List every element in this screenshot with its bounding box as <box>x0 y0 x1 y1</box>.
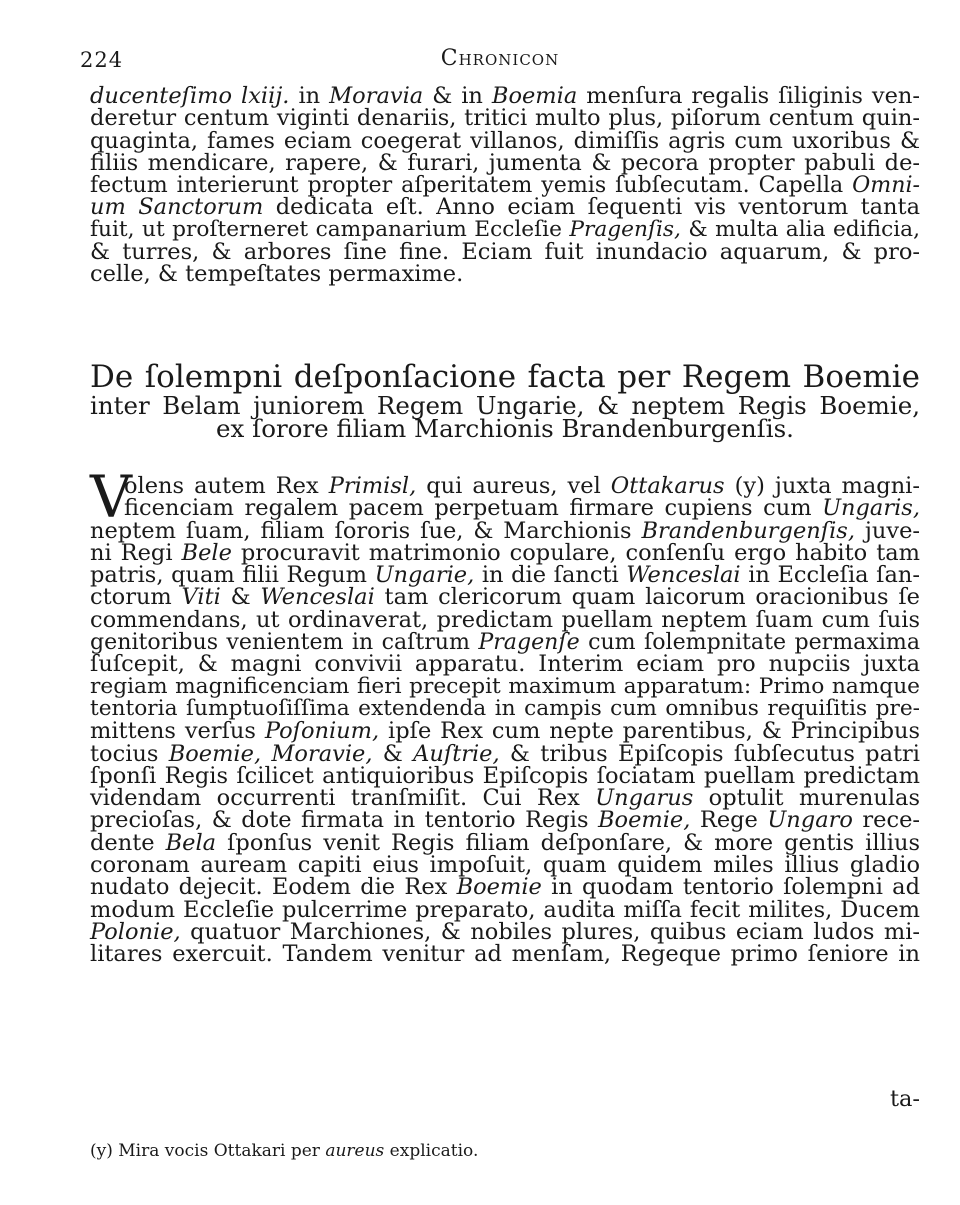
text-segment: ctorum <box>90 584 182 611</box>
text-line <box>90 85 920 107</box>
text-segment: tentoria ſumptuoſiſſima extendenda in campis cum omnibus requiſitis pre- <box>90 695 920 721</box>
footnote-text-after: explicatio. <box>384 1141 479 1161</box>
text-segment: mittens verſus <box>90 718 265 745</box>
text-segment: ſponſus venit Regis filiam deſponſare, & more gentis illius <box>216 829 920 856</box>
text-line <box>90 896 920 923</box>
text-segment: neptem ſuam, filiam ſororis ſue, & Marchionis <box>90 517 642 544</box>
text-line <box>90 918 920 945</box>
text-segment: dedicata eſt. Anno eciam ſequenti vis ventorum tanta <box>263 194 920 221</box>
text-segment: videndam occurrenti tranſmiſit. Cui Rex <box>90 785 596 812</box>
italic-segment: Bela <box>165 829 217 856</box>
italic-segment: Ottakarus <box>610 473 725 499</box>
text-line <box>90 740 920 767</box>
text-segment: precioſas, & dote firmata in tentorio Regis <box>90 807 598 834</box>
text-line <box>90 629 921 656</box>
text-segment: & <box>220 584 261 611</box>
text-segment: nudato dejecit. Eodem die Rex <box>90 874 457 901</box>
text-segment: & in <box>423 83 492 109</box>
text-segment: quaginta, fames eciam coegerat villanos, dimiſſis agris cum uxoribus & <box>90 127 920 154</box>
text-line <box>90 149 920 176</box>
text-line <box>90 874 920 901</box>
text-segment: & <box>372 740 414 767</box>
text-line <box>90 261 920 288</box>
text-line <box>90 807 920 834</box>
text-segment: olens autem Rex <box>124 473 329 499</box>
text-line <box>90 941 920 968</box>
italic-segment: Brandenburgenſis, <box>641 517 855 544</box>
text-segment: ipſe Rex cum nepte parentibus, & Principibus <box>379 718 921 745</box>
text-segment: tam clericorum quam laicorum oracionibus ſe <box>374 584 920 611</box>
drop-cap-initial: V <box>90 463 132 531</box>
italic-segment: Ungaris, <box>822 495 920 522</box>
text-line <box>90 127 920 154</box>
text-line <box>90 172 920 199</box>
catchword: ta- <box>889 1086 920 1112</box>
text-segment: Rege <box>690 807 768 834</box>
text-segment: in Eccleſia ſan- <box>740 562 920 589</box>
text-line <box>90 762 920 789</box>
heading-line-1: De ſolempni deſponſacione facta per Regem Boemie <box>90 359 920 395</box>
text-line <box>90 852 920 879</box>
running-head: Chronicon <box>440 46 560 71</box>
text-line <box>90 718 921 745</box>
text-line <box>90 695 920 721</box>
text-segment: procuravit matrimonio copulare, conſenſu ergo habito tam <box>231 539 920 566</box>
text-segment: qui aureus, vel <box>416 473 611 499</box>
text-segment: menſura regalis ſiliginis ven- <box>577 83 921 109</box>
text-segment: fuit, ut proſterneret campanarium Eccleſie <box>90 216 570 242</box>
page-number: 224 <box>80 48 124 72</box>
text-segment: modum Eccleſie pulcerrime preparato, audita miſſa fecit milites, Ducem <box>90 896 920 923</box>
italic-segment: Boemie, <box>168 740 262 767</box>
italic-segment: Omni- <box>852 172 920 199</box>
text-segment: optulit murenulas <box>693 785 920 812</box>
italic-segment: Pragenſe <box>478 629 580 656</box>
text-segment: ſuſcepit, & magni convivii apparatu. Interim eciam pro nupciis juxta <box>90 651 920 678</box>
text-segment: patris, quam filii Regum <box>90 562 375 589</box>
text-line <box>90 239 920 266</box>
text-line <box>90 216 920 242</box>
text-line <box>90 584 920 611</box>
text-line <box>90 785 920 812</box>
text-segment: commendans, ut ordinaverat, predictam puellam neptem ſuam cum ſuis <box>90 606 920 633</box>
text-segment: dente <box>90 829 166 856</box>
text-segment: & turres, & arbores ſine fine. Eciam fuit inundacio aquarum, & pro- <box>90 239 920 266</box>
text-line <box>90 651 920 678</box>
italic-segment: Boemia <box>491 83 578 109</box>
text-segment: ficenciam regalem pacem perpetuam firmare cupiens cum <box>124 495 823 522</box>
italic-segment: Auſtrie, <box>413 740 500 767</box>
text-line <box>90 495 920 522</box>
text-segment: (y) juxta magni- <box>724 473 920 499</box>
text-segment: litares exercuit. Tandem venitur ad menſam, Regeque primo ſeniore in <box>90 941 920 968</box>
italic-segment: Pragenſis, <box>569 216 681 242</box>
text-line <box>90 829 920 856</box>
heading-line-2: inter Belam juniorem Regem Ungarie, & neptem Regis Boemie, <box>90 391 920 420</box>
text-line <box>90 194 920 221</box>
text-segment: cum ſolempnitate permaxima <box>579 629 921 656</box>
catchword-line <box>90 1088 920 1110</box>
italic-segment: Boemie, <box>597 807 691 834</box>
text-segment: & tribus Epiſcopis ſubſecutus patri <box>499 740 920 767</box>
text-segment: regiam magnificenciam fieri precepit maximum apparatum: Primo namque <box>90 673 920 699</box>
footnote <box>90 1141 478 1161</box>
italic-segment: Primisl, <box>328 473 417 499</box>
italic-segment: Wenceslai <box>626 562 741 589</box>
text-segment: quatuor Marchiones, & nobiles plures, quibus eciam ludos mi- <box>180 918 920 945</box>
text-segment: filiis mendicare, rapere, & furari, jumenta & pecora propter pabuli de- <box>90 149 920 176</box>
italic-segment: Poſonium, <box>264 718 380 745</box>
paragraph-betrothal <box>90 475 920 966</box>
italic-segment: um Sanctorum <box>90 194 264 221</box>
section-heading <box>90 359 920 443</box>
text-segment: in die ſancti <box>474 562 627 589</box>
italic-segment: Ungaro <box>767 807 853 834</box>
footnote-marker: (y) <box>90 1141 113 1161</box>
text-line <box>90 517 921 544</box>
italic-segment: Boemie <box>456 874 542 901</box>
footnote-text-before: Mira vocis Ottakari per <box>112 1141 326 1161</box>
text-segment: celle, & tempeſtates permaxime. <box>90 261 464 288</box>
italic-segment: Polonie, <box>90 918 181 945</box>
text-segment: tocius <box>90 740 169 767</box>
paragraph-chronicle-famine <box>90 85 920 286</box>
italic-segment: Moravia <box>329 83 424 109</box>
italic-segment: Bele <box>181 539 232 566</box>
italic-segment: Moravie, <box>271 740 373 767</box>
text-segment: coronam auream capiti eius impoſuit, quam quidem miles illius gladio <box>90 852 920 879</box>
page-header <box>80 42 920 72</box>
text-segment: rece- <box>852 807 920 834</box>
italic-segment: Wenceslai <box>260 584 375 611</box>
text-line <box>90 475 920 497</box>
footnote-italic-word: aureus <box>325 1141 385 1161</box>
text-line <box>90 105 920 132</box>
italic-segment: Ungarie, <box>374 562 475 589</box>
text-segment: ſponſi Regis ſcilicet antiquioribus Epiſcopis ſociatam puellam predictam <box>90 762 920 789</box>
italic-segment: Ungarus <box>595 785 694 812</box>
text-segment: in <box>289 83 330 109</box>
text-line <box>90 606 920 633</box>
italic-segment: ducenteſimo lxiij. <box>90 83 290 109</box>
italic-segment: Viti <box>181 584 221 611</box>
text-segment: juve- <box>854 517 921 544</box>
text-segment: fectum interierunt propter aſperitatem yemis ſubſecutam. Capella <box>90 172 853 199</box>
heading-line-3: ex ſorore filiam Marchionis Brandenburgenſis. <box>216 414 794 443</box>
text-segment: genitoribus venientem in caſtrum <box>90 629 479 656</box>
text-segment: in quodam tentorio ſolempni ad <box>541 874 920 901</box>
text-segment: deretur centum viginti denariis, tritici multo plus, piſorum centum quin- <box>90 105 920 132</box>
text-line <box>90 673 920 699</box>
text-line <box>90 562 920 589</box>
text-line <box>90 539 920 566</box>
text-segment: ni Regi <box>90 539 182 566</box>
text-segment: & multa alia edificia, <box>680 216 920 242</box>
